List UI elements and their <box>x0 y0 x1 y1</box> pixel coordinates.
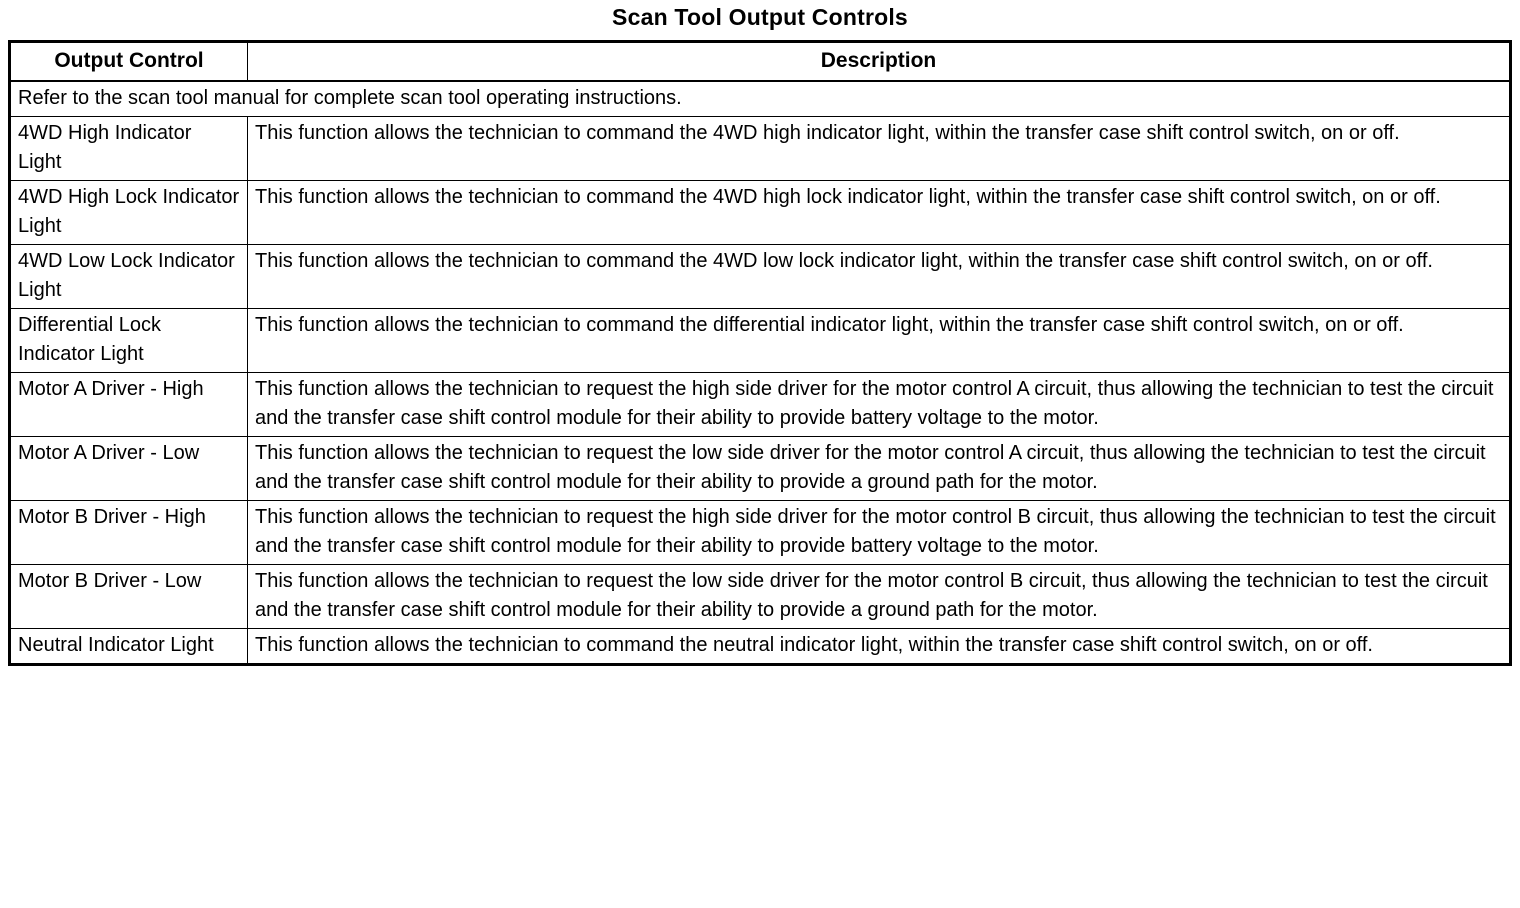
output-control-cell: Motor A Driver - Low <box>10 437 248 501</box>
table-row <box>10 565 1511 629</box>
table-row <box>10 245 1511 309</box>
description-cell: This function allows the technician to request the low side driver for the motor control A circuit, thus allowing the technician to test the circuit and the transfer case shift control module for their ability to provide a ground path for the motor. <box>248 437 1511 501</box>
output-control-cell: Motor B Driver - High <box>10 501 248 565</box>
description-column-header: Description <box>248 42 1511 82</box>
description-cell: This function allows the technician to command the 4WD low lock indicator light, within the transfer case shift control switch, on or off. <box>248 245 1511 309</box>
table-row <box>10 501 1511 565</box>
scan-tool-note: Refer to the scan tool manual for complete scan tool operating instructions. <box>10 81 1511 117</box>
table-header-row <box>10 42 1511 82</box>
output-control-cell: 4WD High Lock Indicator Light <box>10 181 248 245</box>
table-row <box>10 629 1511 665</box>
description-cell: This function allows the technician to command the neutral indicator light, within the transfer case shift control switch, on or off. <box>248 629 1511 665</box>
output-control-column-header: Output Control <box>10 42 248 82</box>
table-row <box>10 437 1511 501</box>
note-row <box>10 81 1511 117</box>
table-body <box>10 81 1511 665</box>
description-cell: This function allows the technician to request the high side driver for the motor control A circuit, thus allowing the technician to test the circuit and the transfer case shift control module for their ability to provide battery voltage to the motor. <box>248 373 1511 437</box>
table-row <box>10 117 1511 181</box>
output-control-cell: 4WD High Indicator Light <box>10 117 248 181</box>
output-control-cell: Neutral Indicator Light <box>10 629 248 665</box>
description-cell: This function allows the technician to command the differential indicator light, within the transfer case shift control switch, on or off. <box>248 309 1511 373</box>
description-cell: This function allows the technician to command the 4WD high lock indicator light, within the transfer case shift control switch, on or off. <box>248 181 1511 245</box>
description-cell: This function allows the technician to request the low side driver for the motor control B circuit, thus allowing the technician to test the circuit and the transfer case shift control module for their ability to provide a ground path for the motor. <box>248 565 1511 629</box>
output-control-cell: Motor B Driver - Low <box>10 565 248 629</box>
output-control-cell: Motor A Driver - High <box>10 373 248 437</box>
scan-tool-output-controls-table <box>8 40 1512 666</box>
table-row <box>10 309 1511 373</box>
table-row <box>10 181 1511 245</box>
description-cell: This function allows the technician to request the high side driver for the motor control B circuit, thus allowing the technician to test the circuit and the transfer case shift control module for their ability to provide battery voltage to the motor. <box>248 501 1511 565</box>
page-title: Scan Tool Output Controls <box>612 4 908 30</box>
table-row <box>10 373 1511 437</box>
output-control-cell: 4WD Low Lock Indicator Light <box>10 245 248 309</box>
output-control-cell: Differential Lock Indicator Light <box>10 309 248 373</box>
description-cell: This function allows the technician to command the 4WD high indicator light, within the transfer case shift control switch, on or off. <box>248 117 1511 181</box>
